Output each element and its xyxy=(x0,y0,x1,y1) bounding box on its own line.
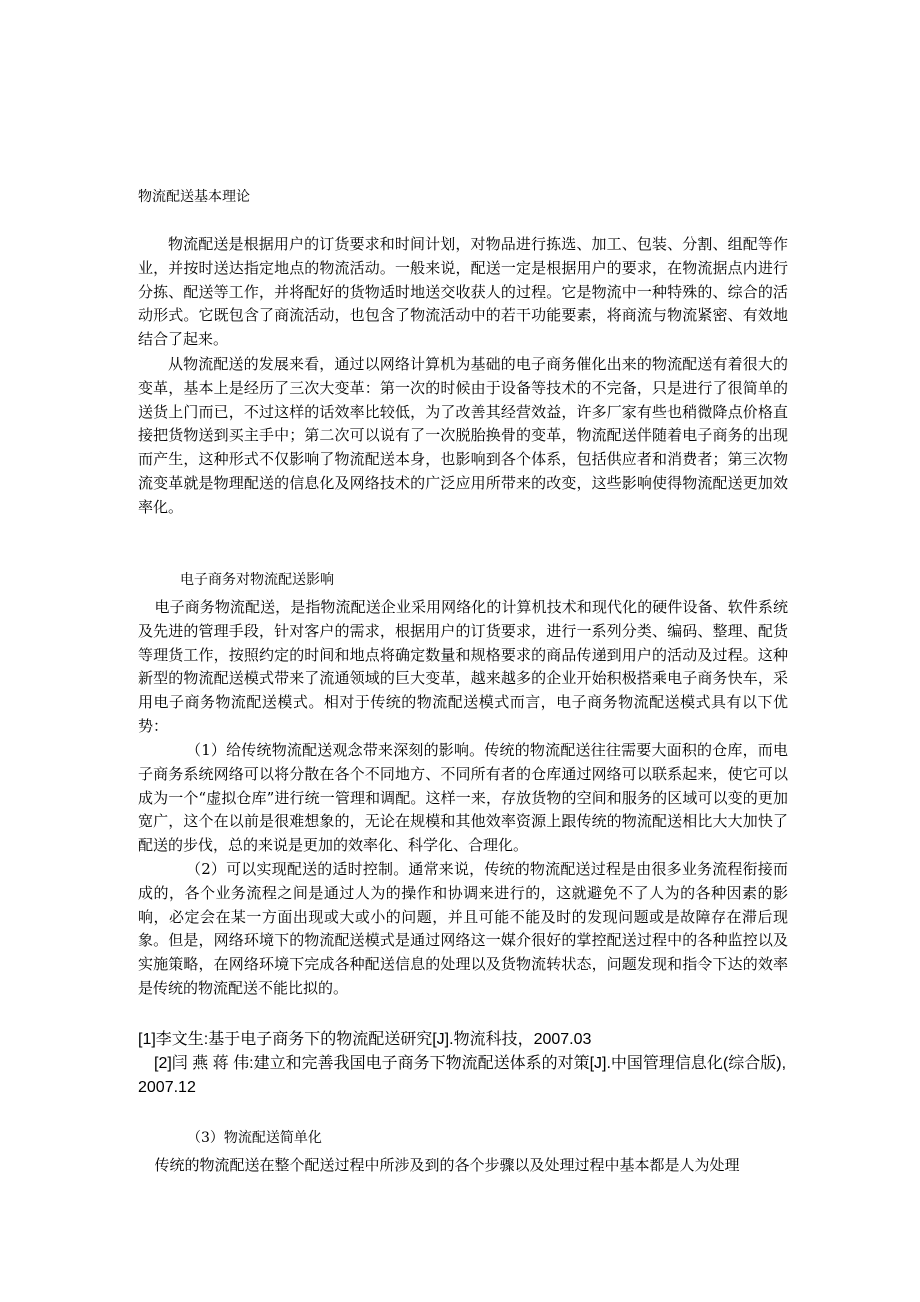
section-title-simplification: （3）物流配送简单化 xyxy=(187,1130,322,1146)
reference-2: [2]闫 燕 蒋 伟:建立和完善我国电子商务下物流配送体系的对策[J].中国管理信息化(综合版),2007.12 xyxy=(138,1055,787,1096)
section-title-basic-theory: 物流配送基本理论 xyxy=(138,189,250,205)
paragraph-development: 从物流配送的发展来看，通过以网络计算机为基础的电子商务催化出来的物流配送有着很大的变革，基本上是经历了三次大变革：第一次的时候由于设备等技术的不完备，只是进行了很简单的送货上门而已，不过这样的话效率比较低，为了改善其经营效益，许多厂家有些也稍微降点价格直接把货物送到买主手中；第二次可以说有了一次脱胎换骨的变革，物流配送伴随着电子商务的出现而产生，这种形式不仅影响了物流配送本身，也影响到各个体系，包括供应者和消费者；第三次物流变革就是物理配送的信息化及网络技术的广泛应用所带来的改变，这些影响使得物流配送更加效率化。 xyxy=(138,355,788,516)
paragraph-definition: 物流配送是根据用户的订货要求和时间计划，对物品进行拣选、加工、包装、分割、组配等作业，并按时送达指定地点的物流活动。一般来说，配送一定是根据用户的要求，在物流据点内进行分拣、配送等工作，并将配好的货物适时地送交收获人的过程。它是物流中一种特殊的、综合的活动形式。它既包含了商流活动，也包含了物流活动中的若干功能要素，将商流与物流紧密、有效地结合了起来。 xyxy=(138,235,788,349)
paragraph-advantage-2: （2）可以实现配送的适时控制。通常来说，传统的物流配送过程是由很多业务流程衔接而成的，各个业务流程之间是通过人为的操作和协调来进行的，这就避免不了人为的各种因素的影响，必定会在某一方面出现或大或小的问题，并且可能不能及时的发现问题或是故障存在滞后现象。但是，网络环境下的物流配送模式是通过网络这一媒介很好的掌控配送过程中的各种监控以及实施策略，在网络环境下完成各种配送信息的处理以及货物流转状态，问题发现和指令下达的效率是传统的物流配送不能比拟的。 xyxy=(138,860,788,997)
reference-1: [1]李文生:基于电子商务下的物流配送研究[J].物流科技，2007.03 xyxy=(138,1031,592,1048)
paragraph-advantage-1: （1）给传统物流配送观念带来深刻的影响。传统的物流配送往往需要大面积的仓库，而电子商务系统网络可以将分散在各个不同地方、不同所有者的仓库通过网络可以联系起来，使它可以成为一个“虚拟仓库”进行统一管理和调配。这样一来，存放货物的空间和服务的区域可以变的更加宽广，这个在以前是很难想象的，无论在规模和其他效率资源上跟传统的物流配送相比大大加快了配送的步伐，总的来说是更加的效率化、科学化、合理化。 xyxy=(138,741,788,855)
section-title-ecommerce-impact: 电子商务对物流配送影响 xyxy=(180,572,334,588)
paragraph-ecommerce-logistics: 电子商务物流配送，是指物流配送企业采用网络化的计算机技术和现代化的硬件设备、软件系统及先进的管理手段，针对客户的需求，根据用户的订货要求，进行一系列分类、编码、整理、配货等理货工作，按照约定的时间和地点将确定数量和规格要求的商品传递到用户的活动及过程。这种新型的物流配送模式带来了流通领域的巨大变革，越来越多的企业开始积极搭乘电子商务快车，采用电子商务物流配送模式。相对于传统的物流配送模式而言，电子商务物流配送模式具有以下优势： xyxy=(138,598,788,735)
paragraph-traditional: 传统的物流配送在整个配送过程中所涉及到的各个步骤以及处理过程中基本都是人为处理 xyxy=(154,1156,740,1174)
